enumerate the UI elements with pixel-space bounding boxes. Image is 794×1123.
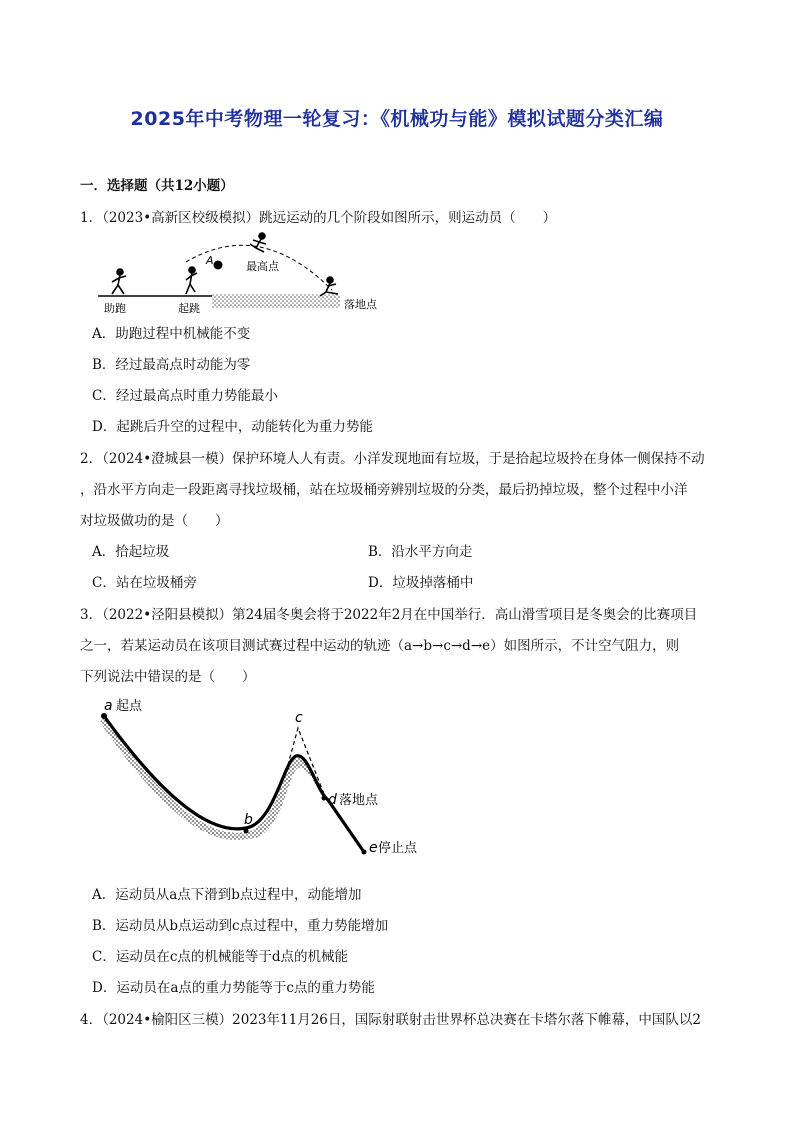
label-a: a	[104, 698, 113, 714]
q2-option-b[interactable]: B．沿水平方向走	[368, 544, 473, 560]
q2-option-d[interactable]: D．垃圾掉落桶中	[368, 575, 474, 591]
section-heading: 一．选择题（共12小题）	[80, 178, 234, 194]
label-a: A	[206, 254, 214, 267]
q3-line-2: 之一，若某运动员在该项目测试赛过程中运动的轨迹（a→b→c→d→e）如图所示，不计空气阻力，则	[80, 638, 680, 654]
label-d: d	[328, 792, 337, 808]
point-b	[244, 829, 249, 834]
q3-option-a[interactable]: A．运动员从a点下滑到b点过程中，动能增加	[92, 887, 362, 903]
q1-option-a[interactable]: A．助跑过程中机械能不变	[92, 326, 251, 342]
ski-track	[104, 716, 364, 852]
q3-option-c[interactable]: C．运动员在c点的机械能等于d点的机械能	[92, 949, 349, 965]
slope-ground	[100, 718, 368, 858]
label-take-off: 起跳	[178, 302, 200, 315]
label-landing: 落地点	[339, 793, 379, 808]
q2-line-2: ，沿水平方向走一段距离寻找垃圾桶，站在垃圾桶旁辨别垃圾的分类，最后扔掉垃圾，整个过程中小洋	[80, 482, 688, 498]
point-e	[362, 850, 367, 855]
page-title: 2025年中考物理一轮复习：《机械功与能》模拟试题分类汇编	[130, 108, 664, 130]
point-a-marker	[214, 261, 223, 270]
label-start: 起点	[116, 699, 143, 714]
label-b: b	[244, 812, 253, 828]
jumper-figure	[186, 267, 197, 294]
label-e: e	[369, 840, 378, 856]
q1-option-d[interactable]: D．起跳后升空的过程中，动能转化为重力势能	[92, 419, 373, 435]
label-c: c	[295, 710, 303, 726]
q2-line-1: 2．（2024•澄城县一模）保护环境人人有责。小洋发现地面有垃圾，于是拾起垃圾拎在身体一侧保持不动	[80, 451, 705, 467]
label-run-up: 助跑	[104, 302, 126, 315]
airborne-figure	[250, 233, 266, 252]
q1-option-b[interactable]: B．经过最高点时动能为零	[92, 357, 251, 373]
label-stop: 停止点	[378, 841, 418, 856]
landing-figure	[320, 277, 338, 296]
label-highest-point: 最高点	[246, 260, 279, 273]
ski-track-figure	[96, 692, 436, 867]
point-d	[322, 796, 327, 801]
long-jump-figure	[90, 228, 400, 316]
q3-option-d[interactable]: D．运动员在a点的重力势能等于c点的重力势能	[92, 980, 375, 996]
label-landing: 落地点	[344, 298, 377, 311]
q2-option-a[interactable]: A．拾起垃圾	[92, 544, 170, 560]
q1-option-c[interactable]: C．经过最高点时重力势能最小	[92, 388, 278, 404]
q3-option-b[interactable]: B．运动员从b点运动到c点过程中，重力势能增加	[92, 918, 389, 934]
q4-line-1: 4．（2024•榆阳区三模）2023年11月26日，国际射联射击世界杯总决赛在卡塔尔落下帷幕，中国队以2	[80, 1012, 701, 1028]
q1-stem: 1．（2023•高新区校级模拟）跳远运动的几个阶段如图所示，则运动员（ ）	[80, 210, 557, 226]
q2-line-3: 对垃圾做功的是（ ）	[80, 513, 229, 529]
q3-line-3: 下列说法中错误的是（ ）	[80, 669, 256, 685]
q3-line-1: 3．（2022•泾阳县模拟）第24届冬奥会将于2022年2月在中国举行．高山滑雪项目是冬奥会的比赛项目	[80, 607, 698, 623]
runner-figure	[112, 269, 126, 294]
q2-option-c[interactable]: C．站在垃圾桶旁	[92, 575, 197, 591]
